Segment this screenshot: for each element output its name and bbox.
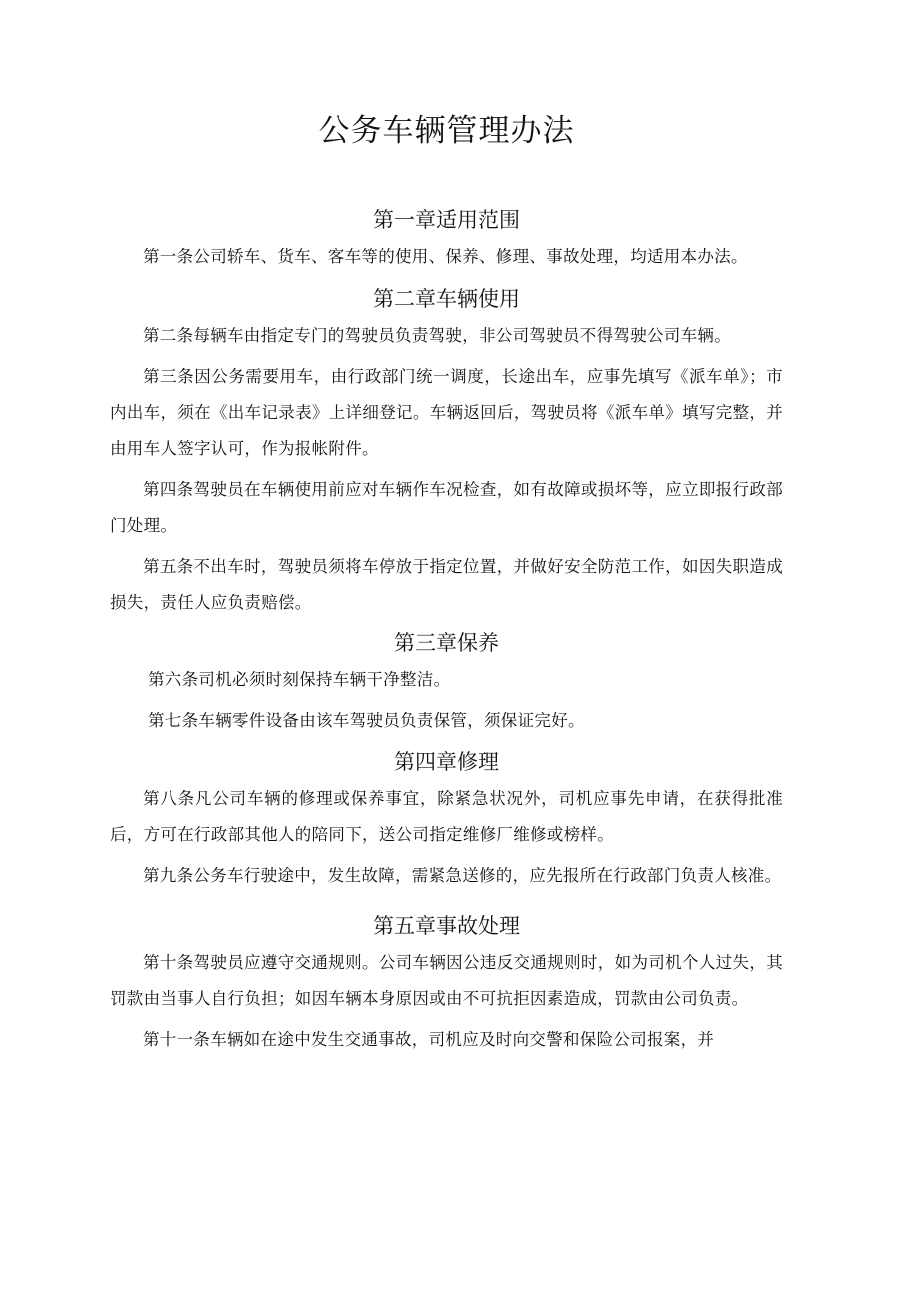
article-9: 第九条公务车行驶途中，发生故障，需紧急送修的，应先报所在行政部门负责人核准。 [143, 866, 782, 885]
chapter-heading: 第五章事故处理 [373, 914, 520, 938]
article-8: 第八条凡公司车辆的修理或保养事宜，除紧急状况外，司机应事先申请，在获得批准后，方可在行政部其他人的陪同下，送公司指定维修厂维修或榜样。 [110, 789, 783, 844]
chapter-1 [110, 204, 783, 275]
article-10: 第十条驾驶员应遵守交通规则。公司车辆因公违反交通规则时，如为司机个人过失，其罚款由当事人自行负担；如因车辆本身原因或由不可抗拒因素造成，罚款由公司负责。 [110, 953, 783, 1008]
chapter-heading: 第三章保养 [394, 631, 499, 655]
document-title: 公务车辆管理办法 [318, 113, 575, 149]
article-4: 第四条驾驶员在车辆使用前应对车辆作车况检查，如有故障或损坏等，应立即报行政部门处理。 [110, 480, 783, 535]
chapter-5 [110, 910, 783, 1058]
chapter-4 [110, 746, 783, 894]
article-7: 第七条车辆零件设备由该车驾驶员负责保管，须保证完好。 [148, 711, 585, 730]
article-2: 第二条每辆车由指定专门的驾驶员负责驾驶，非公司驾驶员不得驾驶公司车辆。 [143, 326, 731, 345]
article-6: 第六条司机必须时刻保持车辆干净整洁。 [148, 670, 451, 689]
article-3: 第三条因公务需要用车，由行政部门统一调度，长途出车，应事先填写《派车单》；市内出车，须在《出车记录表》上详细登记。车辆返回后，驾驶员将《派车单》填写完整，并由用车人签字认可，作为报帐附件。 [110, 367, 783, 458]
article-5: 第五条不出车时，驾驶员须将车停放于指定位置，并做好安全防范工作，如因失职造成损失，责任人应负责赔偿。 [110, 557, 783, 612]
chapter-heading: 第一章适用范围 [373, 208, 520, 232]
chapter-heading: 第二章车辆使用 [373, 287, 520, 311]
chapter-3 [110, 627, 783, 739]
article-11: 第十一条车辆如在途中发生交通事故，司机应及时向交警和保险公司报案，并 [143, 1030, 715, 1049]
article-1: 第一条公司轿车、货车、客车等的使用、保养、修理、事故处理，均适用本办法。 [143, 247, 748, 266]
chapter-heading: 第四章修理 [394, 750, 499, 774]
chapter-2 [110, 283, 783, 621]
